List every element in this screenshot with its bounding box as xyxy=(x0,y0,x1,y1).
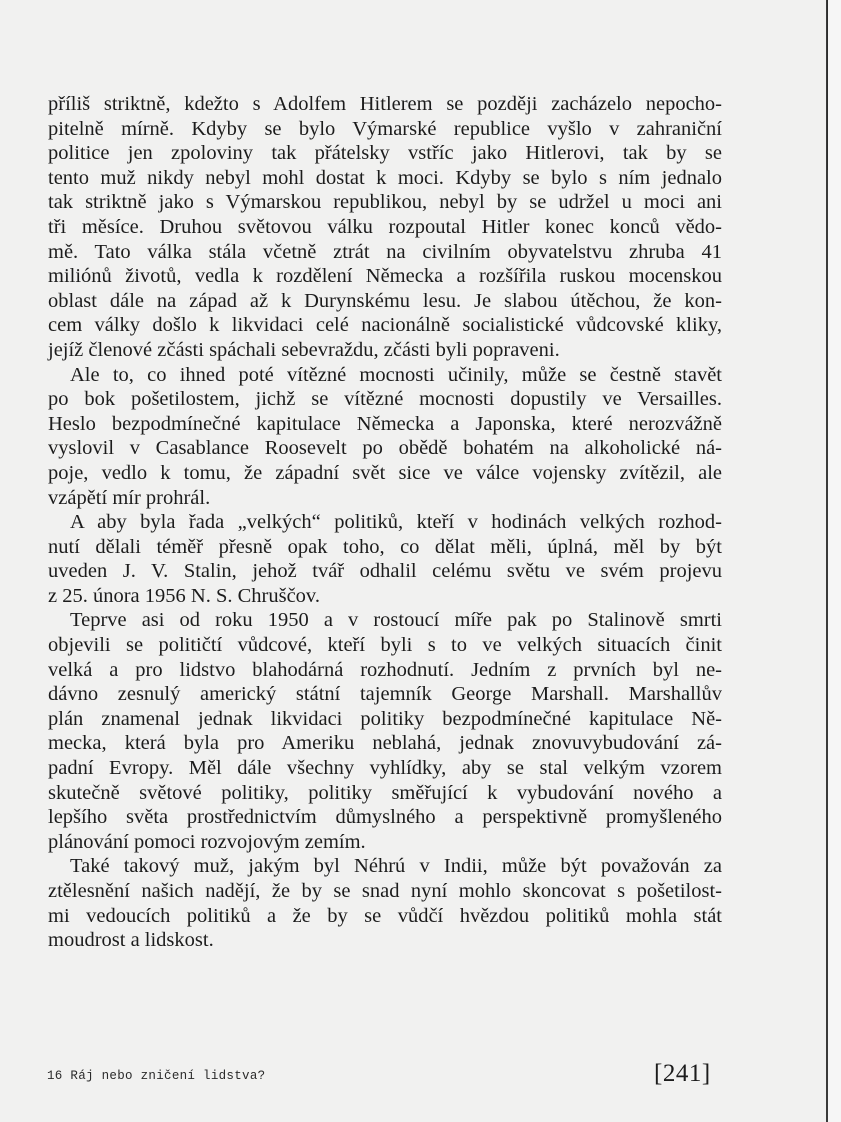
text-line: moudrost a lidskost. xyxy=(48,929,214,952)
text-line: poje, vedlo k tomu, že západní svět sice ve válce vojensky zvítězil, ale xyxy=(48,461,722,484)
text-line: plán znamenal jednak likvidaci politiky bezpodmínečné kapitulace Ně- xyxy=(48,707,722,730)
text-line: tak striktně jako s Výmarskou republikou, nebyl by se udržel u moci ani xyxy=(48,191,722,214)
text-line: jejíž členové zčásti spáchali sebevraždu, zčásti byli popraveni. xyxy=(48,338,560,361)
text-line: skutečně světové politiky, politiky směřující k vybudování nového a xyxy=(48,781,722,804)
text-line: A aby byla řada „velkých“ politiků, kteří v hodinách velkých rozhod- xyxy=(70,511,722,534)
text-line: příliš striktně, kdežto s Adolfem Hitlerem se později zacházelo nepocho- xyxy=(48,93,722,115)
next-page-strip xyxy=(828,0,841,1122)
text-line: uveden J. V. Stalin, jehož tvář odhalil celému světu ve svém projevu xyxy=(48,560,722,583)
text-line: padní Evropy. Měl dále všechny vyhlídky, aby se stal velkým vzorem xyxy=(48,757,722,780)
paragraph xyxy=(48,92,722,363)
text-line: velká a pro lidstvo blahodárná rozhodnutí. Jedním z prvních byl ne- xyxy=(48,658,722,681)
text-line: politice jen zpoloviny tak přátelsky vstříc jako Hitlerovi, tak by se xyxy=(48,142,722,165)
paragraph xyxy=(48,363,722,511)
text-line: Ale to, co ihned poté vítězné mocnosti učinily, může se čestně stavět xyxy=(70,363,722,386)
paragraph xyxy=(48,854,722,952)
text-line: miliónů životů, vedla k rozdělení Německa a rozšířila ruskou mocenskou xyxy=(48,265,722,288)
text-line: mě. Tato válka stála včetně ztrát na civilním obyvatelstvu zhruba 41 xyxy=(48,240,722,263)
paragraph xyxy=(48,608,722,854)
text-line: ztělesnění našich nadějí, že by se snad nyní mohlo skoncovat s pošetilost- xyxy=(48,880,722,902)
text-line: Teprve asi od roku 1950 a v rostoucí míře pak po Stalinově smrti xyxy=(70,609,722,632)
text-line: tři měsíce. Druhou světovou válku rozpoutal Hitler konec konců vědo- xyxy=(48,215,722,238)
text-line: oblast dále na západ až k Durynskému lesu. Je slabou útěchou, že kon- xyxy=(48,289,722,312)
paragraph xyxy=(48,510,722,608)
text-line: po bok pošetilostem, jichž se vítězné mocnosti dopustily ve Versailles. xyxy=(48,388,722,411)
body-text xyxy=(48,92,722,953)
running-footer-title: 16 Ráj nebo zničení lidstva? xyxy=(47,1069,266,1083)
text-line: cem války došlo k likvidaci celé nacionálně socialistické vůdcovské kliky, xyxy=(48,314,722,337)
text-line: lepšího světa prostřednictvím důmyslného a perspektivně promyšleného xyxy=(48,806,722,829)
text-line: z 25. února 1956 N. S. Chruščov. xyxy=(48,584,320,607)
text-line: Také takový muž, jakým byl Néhrú v Indii, může být považován za xyxy=(70,855,722,878)
text-line: nutí dělali téměř přesně opak toho, co dělat měli, úplná, měl by být xyxy=(48,535,722,558)
text-line: dávno zesnulý americký státní tajemník George Marshall. Marshallův xyxy=(48,683,722,706)
text-line: plánování pomoci rozvojovým zemím. xyxy=(48,830,366,853)
text-line: pitelně mírně. Kdyby se bylo Výmarské republice vyšlo v zahraniční xyxy=(48,117,722,140)
page-number: [241] xyxy=(654,1060,711,1087)
text-line: vzápětí mír prohrál. xyxy=(48,486,211,509)
text-line: objevili se političtí vůdcové, kteří byli s to ve velkých situacích činit xyxy=(48,634,722,657)
text-line: vyslovil v Casablance Roosevelt po obědě bohatém na alkoholické ná- xyxy=(48,437,722,460)
text-line: mecka, která byla pro Ameriku neblahá, jednak znovuvybudování zá- xyxy=(48,732,722,755)
text-line: tento muž nikdy nebyl mohl dostat k moci. Kdyby se bylo s ním jednalo xyxy=(48,166,722,189)
text-line: Heslo bezpodmínečné kapitulace Německa a Japonska, které nerozvážně xyxy=(48,412,722,435)
text-line: mi vedoucích politiků a že by se vůdčí hvězdou politiků mohla stát xyxy=(48,904,722,927)
